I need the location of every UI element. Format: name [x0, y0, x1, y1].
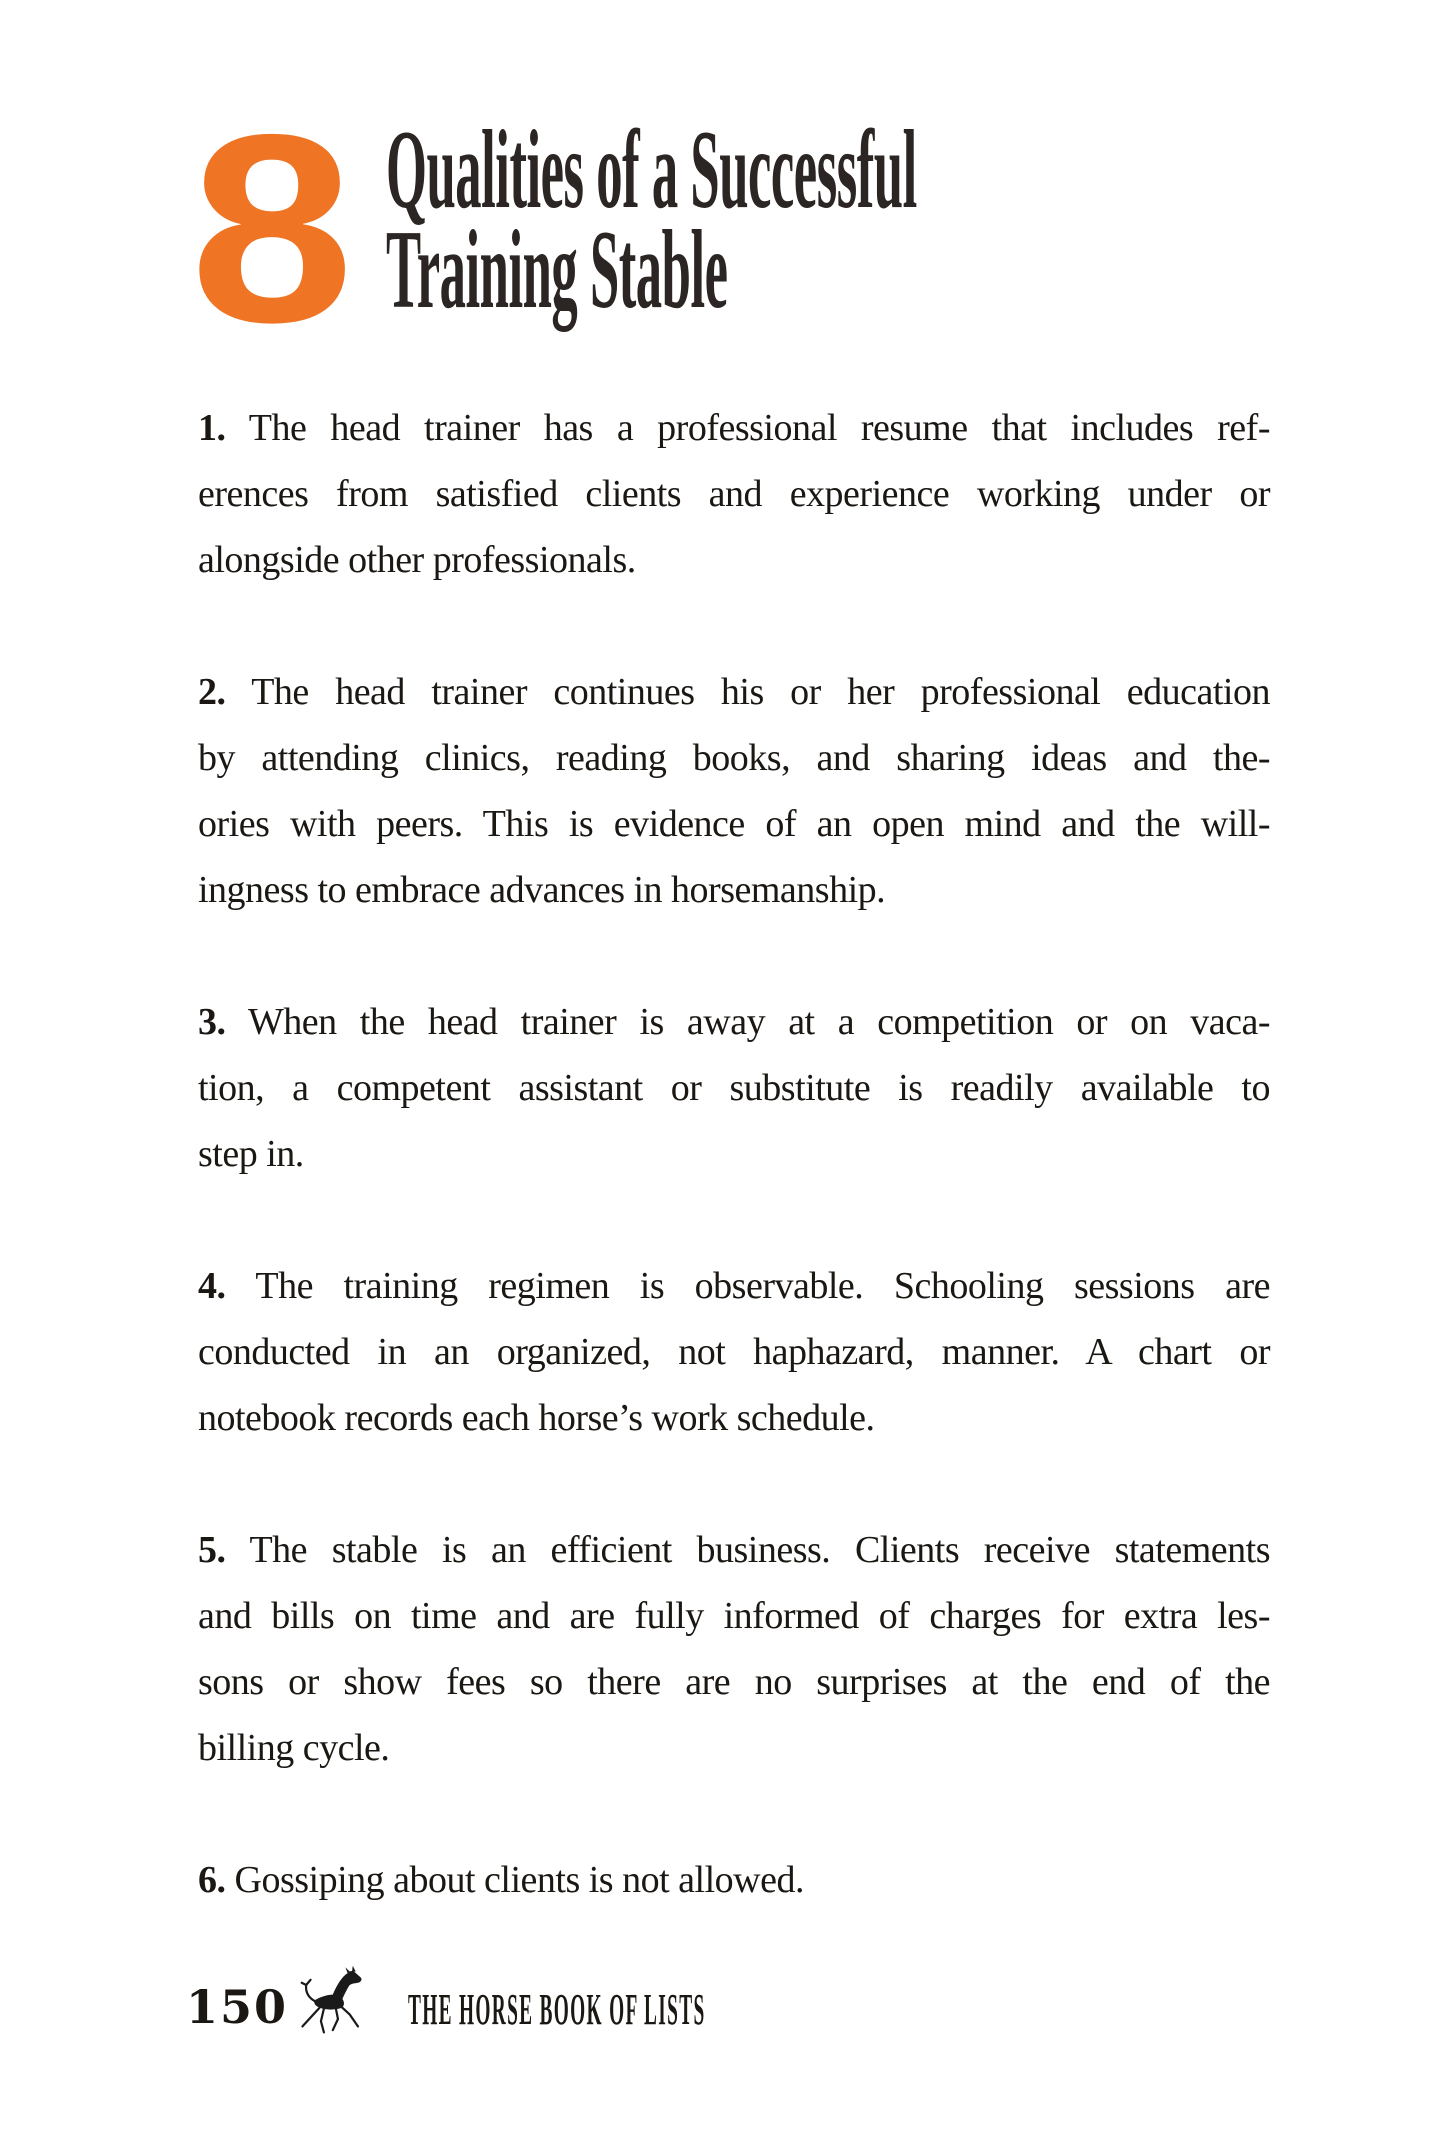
text-line: ories with peers. This is evidence of an open mind and the will-	[198, 803, 1270, 845]
list-item-3	[198, 989, 1270, 1187]
list-item-text: The training regimen is observable. Schooling sessions are	[255, 1265, 1270, 1307]
text-line: erences from satisfied clients and experience working under or	[198, 473, 1270, 515]
list-item-1	[198, 395, 1270, 593]
text-line: notebook records each horse’s work schedule.	[198, 1397, 875, 1439]
text-line: ingness to embrace advances in horsemanship.	[198, 869, 886, 911]
text-line: alongside other professionals.	[198, 539, 636, 581]
text-line: sons or show fees so there are no surprises at the end of the	[198, 1661, 1270, 1703]
text-line	[198, 659, 1270, 725]
text-line: conducted in an organized, not haphazard, manner. A chart or	[198, 1331, 1270, 1373]
text-line	[198, 1847, 1270, 1913]
list-item-text: When the head trainer is away at a competition or on vaca-	[247, 1001, 1270, 1043]
list-item-text: The stable is an efficient business. Clients receive statements	[249, 1529, 1270, 1571]
list-item-text: Gossiping about clients is not allowed.	[234, 1859, 804, 1901]
list-item-number: 6.	[198, 1859, 226, 1901]
list-body	[198, 395, 1270, 1979]
chapter-title-line-1: Qualities of a Successful	[386, 108, 917, 232]
list-item-number: 4.	[198, 1265, 226, 1307]
page-number: 150	[186, 1980, 289, 2034]
text-line: billing cycle.	[198, 1727, 390, 1769]
list-item-number: 1.	[198, 407, 226, 449]
text-line	[198, 395, 1270, 461]
chapter-number: 8	[190, 78, 354, 378]
text-line	[198, 989, 1270, 1055]
text-line: and bills on time and are fully informed of charges for extra les-	[198, 1595, 1270, 1637]
text-line: step in.	[198, 1133, 304, 1175]
list-item-text: The head trainer has a professional resume that includes ref-	[248, 407, 1270, 449]
list-item-number: 5.	[198, 1529, 226, 1571]
text-line	[198, 1253, 1270, 1319]
text-line: by attending clinics, reading books, and sharing ideas and the-	[198, 737, 1270, 779]
text-line: tion, a competent assistant or substitute is readily available to	[198, 1067, 1270, 1109]
chapter-title	[386, 108, 1445, 332]
list-item-5	[198, 1517, 1270, 1781]
chapter-title-line-2: Training Stable	[386, 208, 728, 332]
list-item-2	[198, 659, 1270, 923]
list-item-number: 2.	[198, 671, 226, 713]
list-item-6	[198, 1847, 1270, 1913]
list-item-number: 3.	[198, 1001, 226, 1043]
text-line	[198, 1517, 1270, 1583]
book-title: THE HORSE BOOK OF LISTS	[408, 1985, 706, 2034]
list-item-4	[198, 1253, 1270, 1451]
list-item-text: The head trainer continues his or her professional education	[251, 671, 1270, 713]
horse-icon	[298, 1962, 372, 2042]
